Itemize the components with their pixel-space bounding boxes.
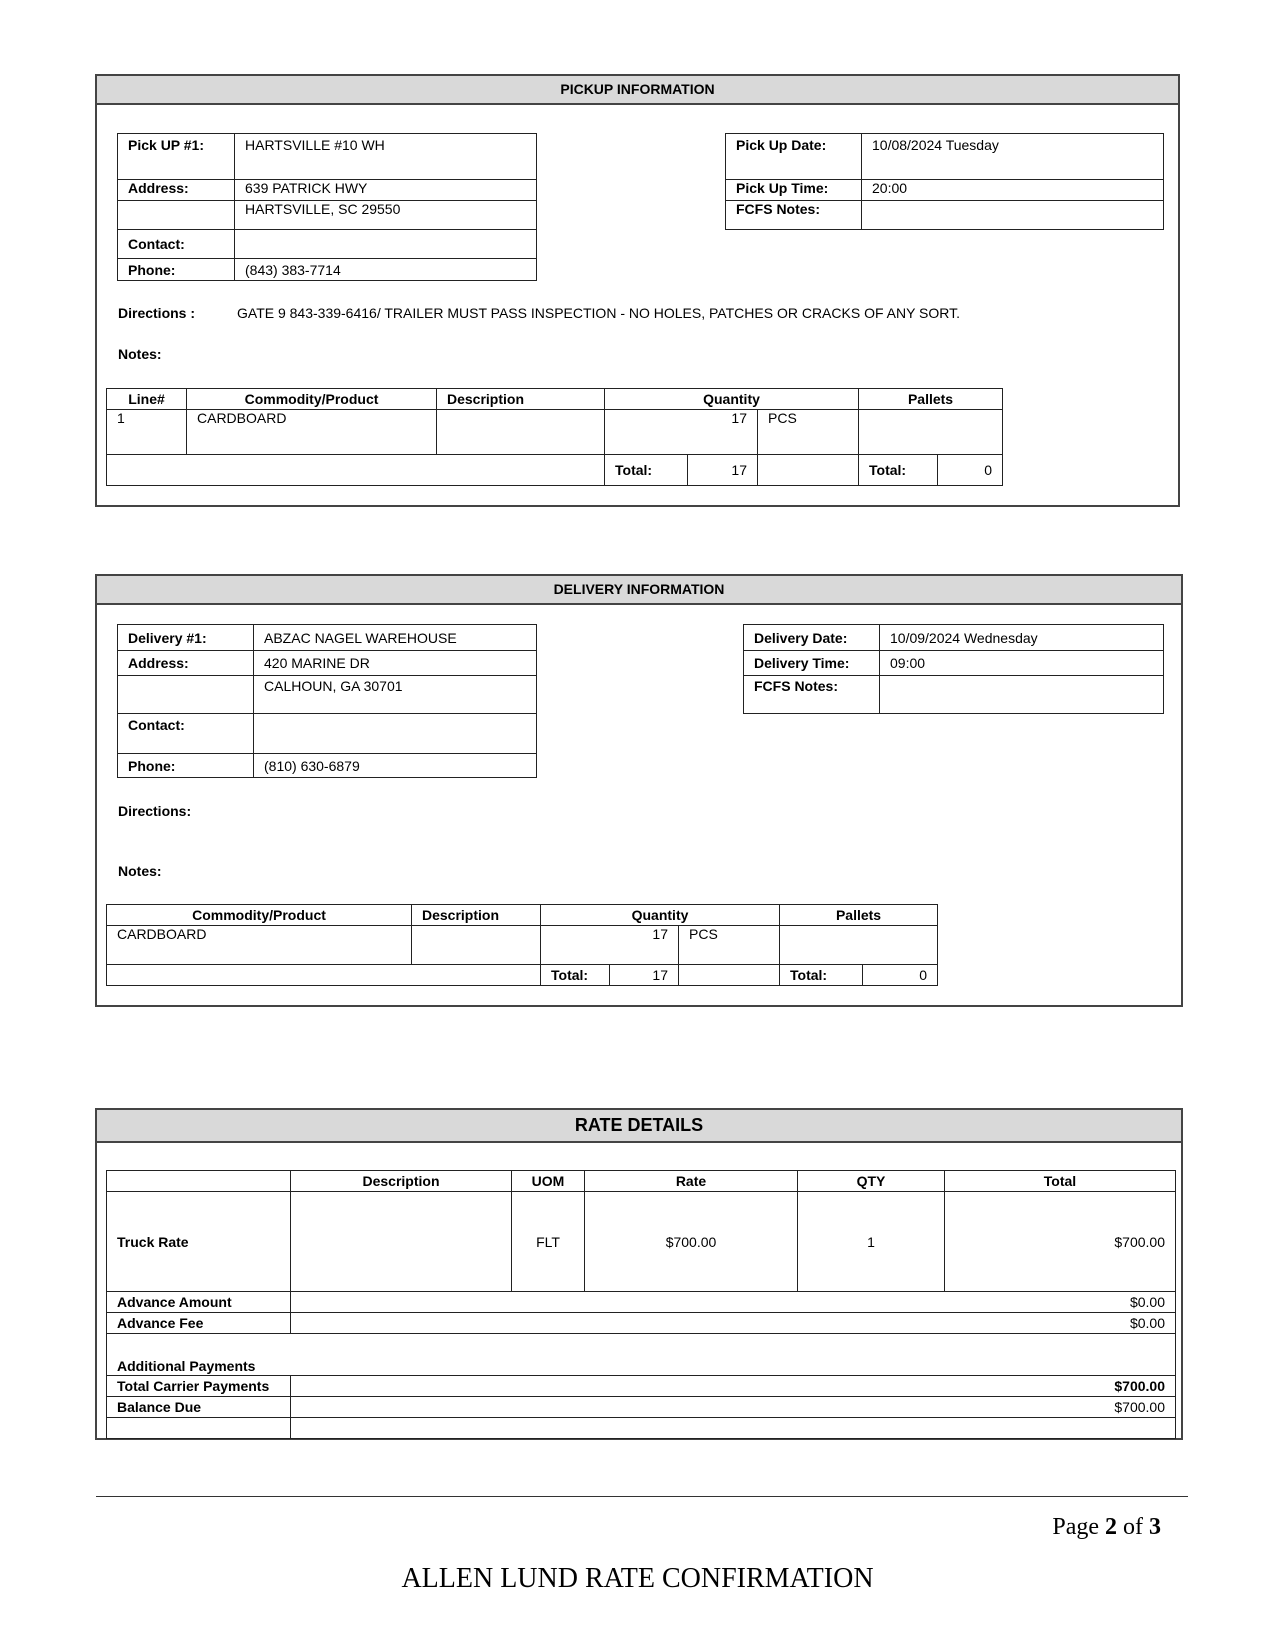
pallets-total-value: 0 — [938, 455, 1003, 486]
footer-divider — [96, 1496, 1188, 1497]
col-commodity: Commodity/Product — [187, 389, 437, 410]
delivery-qty-total-label: Total: — [541, 965, 610, 986]
pickup-date-value: 10/08/2024 Tuesday — [862, 134, 1164, 180]
rate-col-blank — [107, 1171, 291, 1192]
pickup-label: Pick UP #1: — [118, 134, 235, 180]
phone-value: (843) 383-7714 — [235, 259, 537, 281]
truck-rate-rate: $700.00 — [585, 1192, 798, 1292]
delivery-col-commodity: Commodity/Product — [107, 905, 412, 926]
delivery-quantity-unit: PCS — [679, 926, 780, 965]
qty-total-value: 17 — [688, 455, 758, 486]
qty-total-blank — [758, 455, 859, 486]
fcfs-notes-label: FCFS Notes: — [726, 201, 862, 230]
rate-header: RATE DETAILS — [97, 1110, 1181, 1143]
commodity-value: CARDBOARD — [187, 410, 437, 455]
additional-payments-label: Additional Payments — [107, 1334, 1176, 1376]
delivery-quantity-value: 17 — [541, 926, 679, 965]
delivery-address-line2: CALHOUN, GA 30701 — [254, 676, 537, 714]
rate-col-uom: UOM — [512, 1171, 585, 1192]
delivery-contact-label: Contact: — [118, 714, 254, 754]
contact-value — [235, 230, 537, 259]
pallets-value — [859, 410, 1003, 455]
pickup-name: HARTSVILLE #10 WH — [235, 134, 537, 180]
col-pallets: Pallets — [859, 389, 1003, 410]
delivery-description-value — [412, 926, 541, 965]
delivery-address-label: Address: — [118, 651, 254, 676]
pickup-notes-label: Notes: — [118, 346, 162, 362]
delivery-contact-value — [254, 714, 537, 754]
total-carrier-value: $700.00 — [291, 1376, 1176, 1397]
fcfs-notes-value — [862, 201, 1164, 230]
rate-table — [106, 1170, 1176, 1439]
advance-amount-value: $0.00 — [291, 1292, 1176, 1313]
delivery-location-table — [117, 624, 537, 778]
phone-label: Phone: — [118, 259, 235, 281]
address-label-blank — [118, 201, 235, 230]
page-prefix: Page — [1052, 1514, 1105, 1540]
delivery-qty-total-value: 17 — [610, 965, 679, 986]
delivery-time-label: Delivery Time: — [744, 651, 880, 676]
address-line1: 639 PATRICK HWY — [235, 180, 537, 201]
document-title: ALLEN LUND RATE CONFIRMATION — [401, 1563, 874, 1594]
rate-col-total: Total — [945, 1171, 1176, 1192]
delivery-label: Delivery #1: — [118, 625, 254, 651]
quantity-unit: PCS — [758, 410, 859, 455]
address-label: Address: — [118, 180, 235, 201]
pickup-header: PICKUP INFORMATION — [97, 76, 1178, 105]
total-carrier-label: Total Carrier Payments — [107, 1376, 291, 1397]
rate-empty-value — [291, 1418, 1176, 1439]
rate-empty-label — [107, 1418, 291, 1439]
col-line: Line# — [107, 389, 187, 410]
pickup-date-label: Pick Up Date: — [726, 134, 862, 180]
delivery-address-label-blank — [118, 676, 254, 714]
delivery-col-pallets: Pallets — [780, 905, 938, 926]
delivery-pallets-total-label: Total: — [780, 965, 863, 986]
page-number: 2 — [1105, 1514, 1117, 1540]
description-value — [437, 410, 605, 455]
delivery-commodity-value: CARDBOARD — [107, 926, 412, 965]
delivery-commodity-table — [106, 904, 938, 986]
delivery-col-description: Description — [412, 905, 541, 926]
pickup-time-value: 20:00 — [862, 180, 1164, 201]
pallets-total-label: Total: — [859, 455, 938, 486]
delivery-name: ABZAC NAGEL WAREHOUSE — [254, 625, 537, 651]
balance-due-value: $700.00 — [291, 1397, 1176, 1418]
delivery-phone-value: (810) 630-6879 — [254, 754, 537, 778]
rate-col-rate: Rate — [585, 1171, 798, 1192]
delivery-date-label: Delivery Date: — [744, 625, 880, 651]
rate-col-description: Description — [291, 1171, 512, 1192]
delivery-directions-label: Directions: — [118, 803, 192, 819]
delivery-qty-total-blank — [679, 965, 780, 986]
rate-col-qty: QTY — [798, 1171, 945, 1192]
page-total: 3 — [1149, 1514, 1161, 1540]
pickup-date-table — [725, 133, 1164, 230]
total-spacer — [107, 455, 605, 486]
contact-label: Contact: — [118, 230, 235, 259]
advance-fee-value: $0.00 — [291, 1313, 1176, 1334]
delivery-col-quantity: Quantity — [541, 905, 780, 926]
address-line2: HARTSVILLE, SC 29550 — [235, 201, 537, 230]
delivery-total-spacer — [107, 965, 541, 986]
delivery-fcfs-label: FCFS Notes: — [744, 676, 880, 714]
delivery-notes-label: Notes: — [118, 863, 162, 879]
delivery-date-value: 10/09/2024 Wednesday — [880, 625, 1164, 651]
advance-fee-label: Advance Fee — [107, 1313, 291, 1334]
qty-total-label: Total: — [605, 455, 688, 486]
delivery-pallets-value — [780, 926, 938, 965]
page-of: of — [1117, 1514, 1149, 1540]
delivery-date-table — [743, 624, 1164, 714]
quantity-value: 17 — [605, 410, 758, 455]
truck-rate-qty: 1 — [798, 1192, 945, 1292]
truck-rate-uom: FLT — [512, 1192, 585, 1292]
delivery-time-value: 09:00 — [880, 651, 1164, 676]
line-number: 1 — [107, 410, 187, 455]
truck-rate-label: Truck Rate — [107, 1192, 291, 1292]
advance-amount-label: Advance Amount — [107, 1292, 291, 1313]
col-description: Description — [437, 389, 605, 410]
pickup-commodity-table — [106, 388, 1003, 486]
page-indicator — [1052, 1514, 1161, 1541]
delivery-pallets-total-value: 0 — [863, 965, 938, 986]
pickup-location-table — [117, 133, 537, 281]
delivery-phone-label: Phone: — [118, 754, 254, 778]
col-quantity: Quantity — [605, 389, 859, 410]
pickup-directions-label: Directions : — [118, 305, 196, 321]
delivery-header: DELIVERY INFORMATION — [97, 576, 1181, 605]
balance-due-label: Balance Due — [107, 1397, 291, 1418]
delivery-address-line1: 420 MARINE DR — [254, 651, 537, 676]
truck-rate-total: $700.00 — [945, 1192, 1176, 1292]
pickup-directions: GATE 9 843-339-6416/ TRAILER MUST PASS INSPECTION - NO HOLES, PATCHES OR CRACKS OF ANY SORT. — [237, 305, 961, 321]
pickup-time-label: Pick Up Time: — [726, 180, 862, 201]
truck-rate-description — [291, 1192, 512, 1292]
delivery-fcfs-value — [880, 676, 1164, 714]
